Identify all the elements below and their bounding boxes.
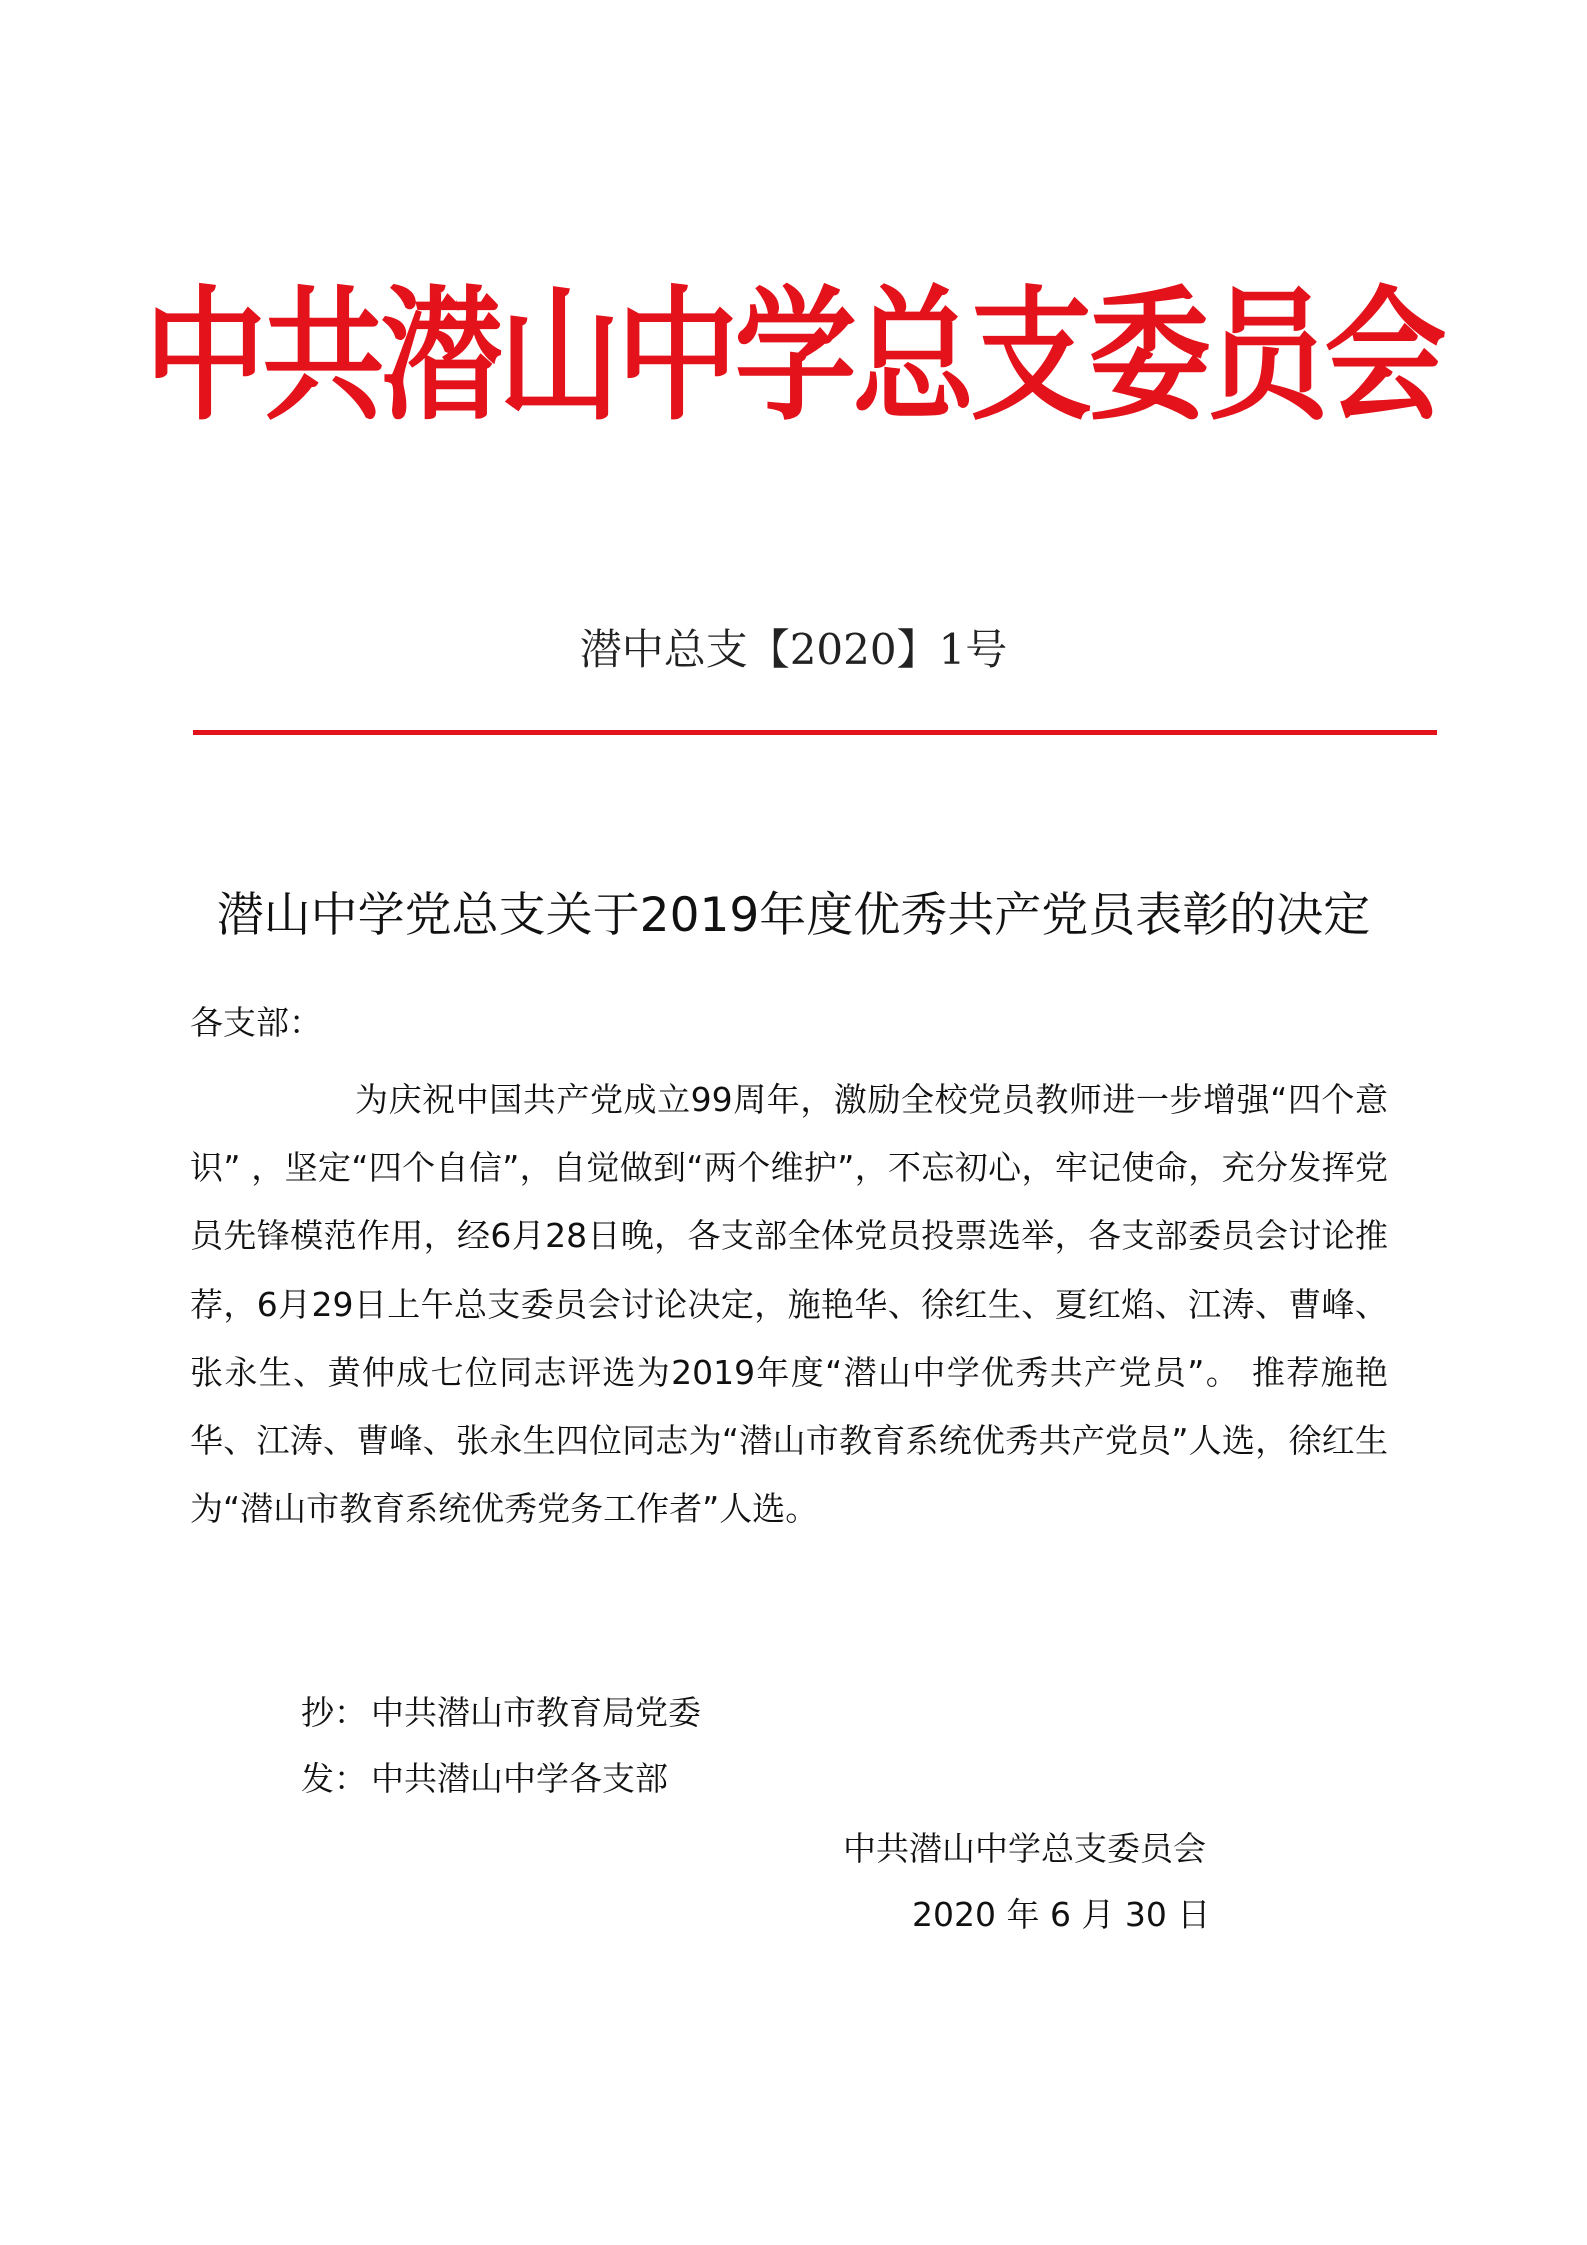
masthead-title: 中共潜山中学总支委员会 [144, 272, 1443, 441]
body-paragraph: 为庆祝中国共产党成立99周年，激励全校党员教师进一步增强“四个意识” ，坚定“四个自信”，自觉做到“两个维护”，不忘初心，牢记使命，充分发挥党员先锋模范作用，经6月28日晚，各支部全体党员投票选举，各支部委员会讨论推荐，6月29日上午总支委员会讨论决定，施艳华、徐红生、夏红焰、江涛、曹峰、张永生、黄仲成七位同志评选为2019年度“潜山中学优秀共产党员”。 推荐施艳华、江涛、曹峰、张永生四位同志为“潜山市教育系统优秀共产党员”人选，徐红生为“潜山市教育系统优秀党务工作者”人选。 [190, 1080, 1388, 1529]
salutation: 各支部： [190, 1003, 322, 1042]
copy-to-value: 中共潜山市教育局党委 [371, 1693, 701, 1732]
signature-date: 2020 年 6 月 30 日 [912, 1895, 1211, 1934]
send-to-value: 中共潜山中学各支部 [371, 1759, 668, 1798]
copy-to-line [301, 1690, 701, 1736]
copy-to-label: 抄： [301, 1693, 367, 1732]
signature-organization: 中共潜山中学总支委员会 [843, 1829, 1206, 1868]
document-number: 潜中总支【2020】1号 [579, 625, 1008, 674]
send-to-label: 发： [301, 1759, 367, 1798]
document-title: 潜山中学党总支关于2019年度优秀共产党员表彰的决定 [216, 888, 1371, 943]
red-divider-line [193, 730, 1437, 735]
send-to-line [301, 1756, 668, 1802]
